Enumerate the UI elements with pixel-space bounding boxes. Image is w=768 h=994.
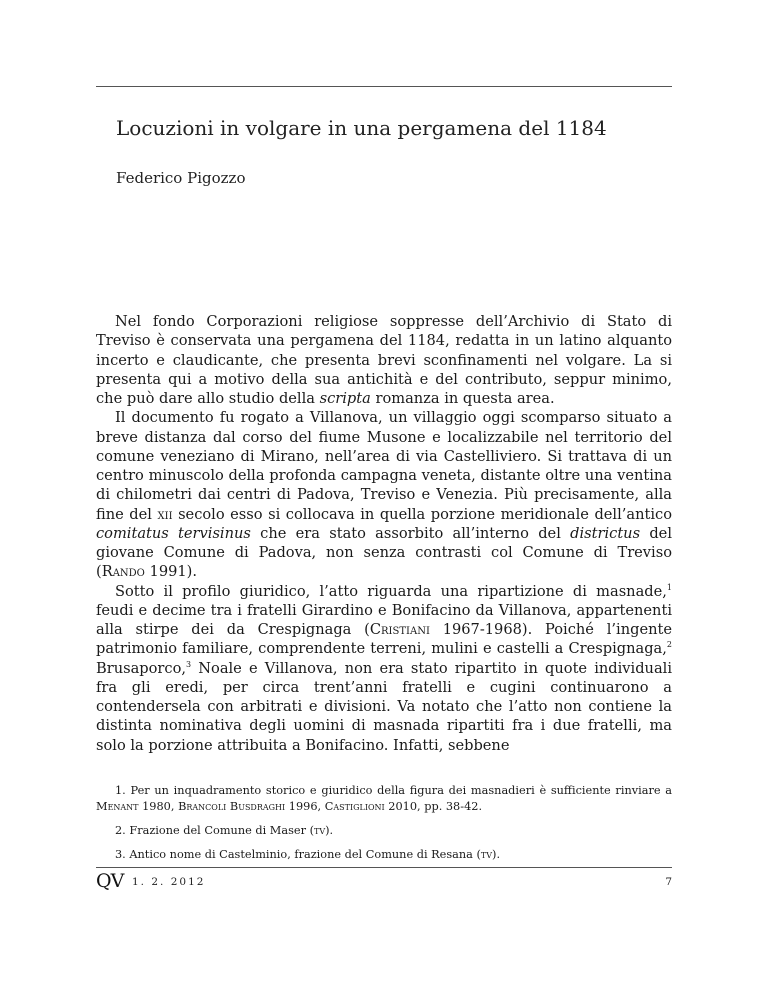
text-run: 1991). bbox=[144, 563, 198, 581]
roman-numeral: xii bbox=[157, 505, 173, 523]
page-number: 7 bbox=[665, 876, 672, 888]
footnote-marker[interactable]: 2 bbox=[666, 640, 672, 650]
header-rule bbox=[96, 86, 672, 87]
text-run: ). bbox=[492, 848, 501, 861]
italic-term: comitatus tervisinus bbox=[96, 524, 251, 542]
text-run: 1996, bbox=[285, 800, 325, 813]
text-run: Brusaporco, bbox=[96, 659, 186, 677]
footnote-3 bbox=[96, 847, 672, 863]
text-run: Nel fondo Corporazioni religiose soppresse dell’Archivio di Stato di Treviso è conservata una pergamena del 1184, redatta in un latino alquanto incerto e claudicante, che presenta brevi sconfinamenti nel volgare. La si presenta qui a motivo della sua antichità e del contributo, seppur minimo, che può dare allo studio della bbox=[96, 313, 672, 407]
text-run: ). bbox=[325, 824, 334, 837]
paragraph-2 bbox=[96, 408, 672, 581]
paragraph-1 bbox=[96, 312, 672, 408]
article-body bbox=[96, 312, 672, 755]
province-abbr: tv bbox=[480, 848, 493, 861]
footnote-marker[interactable]: 1 bbox=[666, 582, 672, 592]
article-title: Locuzioni in volgare in una pergamena del 1184 bbox=[116, 116, 607, 140]
citation-author: Menant bbox=[96, 800, 139, 813]
text-run: che era stato assorbito all’interno del bbox=[250, 524, 571, 542]
footnote-marker[interactable]: 3 bbox=[186, 659, 192, 669]
citation-author: Brancoli Busdraghi bbox=[178, 800, 286, 813]
text-run: 3. Antico nome di Castelminio, frazione del Comune di Resana ( bbox=[115, 848, 481, 861]
text-run: 2. Frazione del Comune di Maser ( bbox=[115, 824, 314, 837]
text-run: Il documento fu rogato a Villanova, un villaggio oggi scomparso situato a breve distanza dal corso del fiume Musone e localizzabile nel territorio del comune veneziano di Mirano, nell’area di via Castelliviero. Si trattava di un centro minuscolo della profonda campagna veneta, distante oltre una ventina di chilometri dai centri di Padova, Treviso e Venezia. Più precisamente, alla fine del bbox=[96, 409, 672, 523]
text-run: 1967-1968). Poiché l’ingente patrimonio familiare, comprendente terreni, mulini e castelli a Crespignaga, bbox=[96, 621, 672, 658]
text-run: feudi e decime tra i fratelli Girardino e Bonifacino da Villanova, appartenenti alla stirpe dei da Crespignaga ( bbox=[96, 601, 672, 638]
italic-term: scripta bbox=[319, 390, 371, 407]
italic-term: districtus bbox=[570, 524, 641, 542]
footnote-1 bbox=[96, 783, 672, 815]
article-author: Federico Pigozzo bbox=[116, 169, 246, 187]
text-run: 1. Per un inquadramento storico e giuridico della figura dei masnadieri è sufficiente rinviare a bbox=[115, 784, 672, 797]
text-run: del giovane Comune di Padova, non senza contrasti col Comune di Treviso ( bbox=[96, 524, 672, 581]
footnote-2 bbox=[96, 823, 672, 839]
paragraph-3 bbox=[96, 582, 672, 755]
footer-rule bbox=[96, 867, 672, 868]
footnotes bbox=[96, 783, 672, 871]
text-run: 1980, bbox=[138, 800, 179, 813]
text-run: romanza in questa area. bbox=[370, 390, 555, 407]
province-abbr: tv bbox=[314, 824, 326, 837]
citation-author: Rando bbox=[101, 563, 145, 581]
citation-author: Castiglioni bbox=[324, 800, 385, 813]
text-run: Sotto il profilo giuridico, l’atto riguarda una ripartizione di masnade, bbox=[115, 582, 667, 600]
citation-author: Cristiani bbox=[369, 621, 430, 638]
journal-logo: QV bbox=[96, 870, 124, 892]
text-run: 2010, pp. 38-42. bbox=[384, 800, 483, 813]
text-run: secolo esso si collocava in quella porzione meridionale dell’antico bbox=[172, 505, 672, 523]
text-run: Noale e Villanova, non era stato ripartito in quote individuali fra gli eredi, per circa trent’anni fratelli e cugini continuarono a contendersela con arbitrati e divisioni. Va notato che l’atto non contiene la distinta nominativa degli uomini di masnada ripartiti fra i due fratelli, ma solo la porzione attribuita a Bonifacino. Infatti, sebbene bbox=[96, 659, 672, 754]
issue-number: 1. 2. 2012 bbox=[132, 876, 206, 888]
